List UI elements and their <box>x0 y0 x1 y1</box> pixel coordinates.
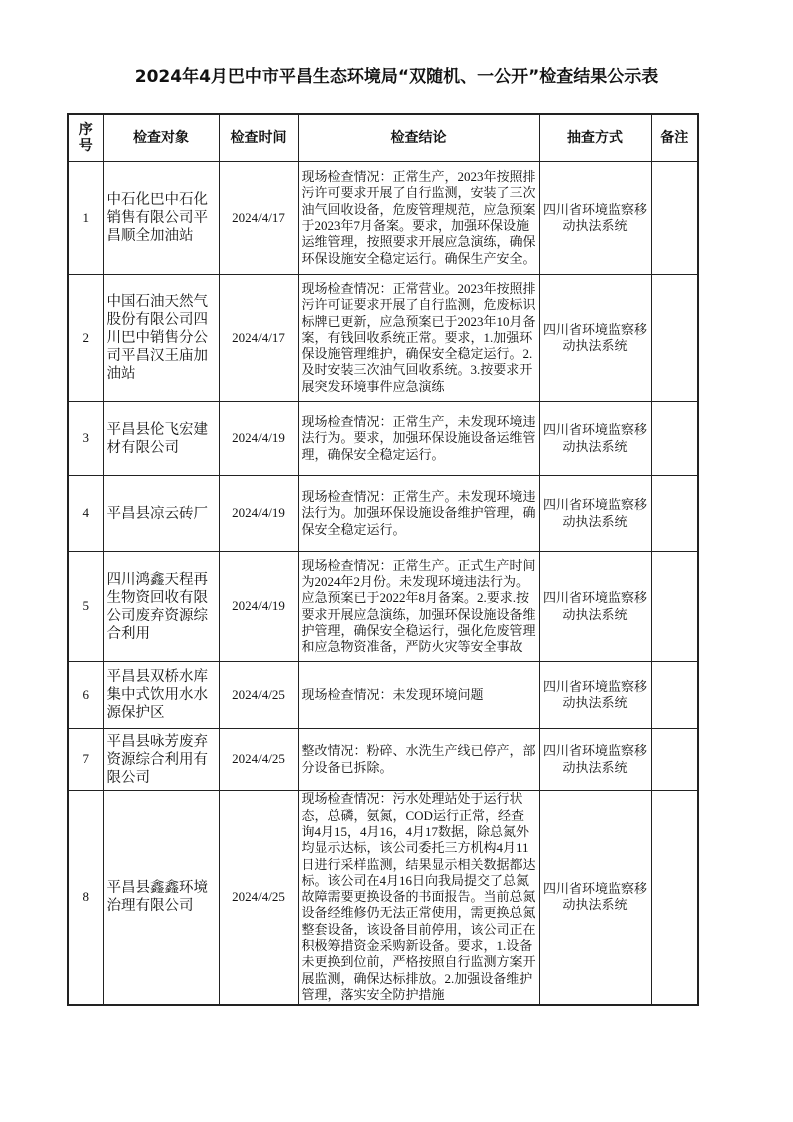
page-title: 2024年4月巴中市平昌生态环境局“双随机、一公开”检查结果公示表 <box>134 67 659 87</box>
inspection-conclusion-cell <box>298 791 539 1005</box>
row-number: 8 <box>82 889 89 905</box>
table-row <box>68 402 698 476</box>
inspection-conclusion-cell <box>298 552 539 662</box>
table-header-row <box>68 114 698 162</box>
inspection-method: 四川省环境监察移动执法系统 <box>542 590 647 622</box>
inspection-date-cell <box>219 729 298 791</box>
inspection-conclusion: 现场检查情况：正常生产。未发现环境违法行为。加强环保设施设备维护管理，确保安全稳定运行。 <box>301 489 536 537</box>
inspection-date-cell <box>219 662 298 729</box>
note-cell <box>651 275 698 402</box>
note-cell <box>651 162 698 275</box>
inspection-method: 四川省环境监察移动执法系统 <box>542 880 647 913</box>
inspection-conclusion-cell <box>298 662 539 729</box>
inspection-method-cell <box>539 791 651 1005</box>
header-target: 检查对象 <box>103 114 219 162</box>
inspection-date: 2024/4/17 <box>232 329 285 345</box>
inspection-target-cell <box>103 552 219 662</box>
inspection-method-cell <box>539 402 651 476</box>
inspection-target: 中国石油天然气股份有限公司四川巴中销售分公司平昌汉王庙加油站 <box>106 294 208 382</box>
inspection-date-cell <box>219 476 298 552</box>
row-number: 7 <box>82 751 89 767</box>
note-cell <box>651 552 698 662</box>
inspection-date-cell <box>219 552 298 662</box>
header-note: 备注 <box>651 114 698 162</box>
inspection-method: 四川省环境监察移动执法系统 <box>542 422 647 454</box>
header-conclusion: 检查结论 <box>298 114 539 162</box>
table-row <box>68 162 698 275</box>
table-row <box>68 476 698 552</box>
table-row <box>68 275 698 402</box>
row-number-cell <box>68 402 103 476</box>
inspection-conclusion: 整改情况：粉碎、水洗生产线已停产，部分设备已拆除。 <box>301 743 536 775</box>
row-number-cell <box>68 162 103 275</box>
inspection-date: 2024/4/25 <box>232 751 285 767</box>
table-row <box>68 791 698 1005</box>
inspection-method-cell <box>539 729 651 791</box>
note-cell <box>651 662 698 729</box>
inspection-target-cell <box>103 662 219 729</box>
row-number: 3 <box>82 430 89 446</box>
inspection-date: 2024/4/19 <box>232 505 285 521</box>
inspection-target: 平昌县凉云砖厂 <box>106 505 208 522</box>
row-number: 1 <box>82 209 89 225</box>
header-date: 检查时间 <box>219 114 298 162</box>
table-row <box>68 662 698 729</box>
inspection-target-cell <box>103 729 219 791</box>
inspection-target: 平昌县双桥水库集中式饮用水水源保护区 <box>106 669 208 721</box>
note-cell <box>651 402 698 476</box>
inspection-conclusion: 现场检查情况：未发现环境问题 <box>301 686 484 702</box>
inspection-target: 中石化巴中石化销售有限公司平昌顺全加油站 <box>106 192 208 244</box>
inspection-results-table <box>67 113 699 1006</box>
inspection-target: 四川鸿鑫天程再生物资回收有限公司废弃资源综合利用 <box>106 571 208 642</box>
inspection-conclusion-cell <box>298 402 539 476</box>
inspection-date: 2024/4/25 <box>232 686 285 702</box>
inspection-target-cell <box>103 476 219 552</box>
inspection-target: 平昌县伦飞宏建材有限公司 <box>106 421 208 456</box>
inspection-date: 2024/4/19 <box>232 598 285 614</box>
table-row <box>68 552 698 662</box>
note-cell <box>651 791 698 1005</box>
note-cell <box>651 476 698 552</box>
inspection-date-cell <box>219 791 298 1005</box>
row-number: 4 <box>82 505 89 521</box>
inspection-method-cell <box>539 275 651 402</box>
row-number-cell <box>68 476 103 552</box>
inspection-method: 四川省环境监察移动执法系统 <box>542 497 647 529</box>
row-number-cell <box>68 791 103 1005</box>
inspection-method-cell <box>539 552 651 662</box>
table-row <box>68 729 698 791</box>
inspection-date: 2024/4/19 <box>232 430 285 446</box>
inspection-conclusion-cell <box>298 729 539 791</box>
inspection-method-cell <box>539 162 651 275</box>
inspection-date: 2024/4/25 <box>232 889 285 905</box>
row-number-cell <box>68 275 103 402</box>
inspection-conclusion-cell <box>298 275 539 402</box>
inspection-method-cell <box>539 476 651 552</box>
inspection-target-cell <box>103 791 219 1005</box>
inspection-target-cell <box>103 402 219 476</box>
row-number: 5 <box>82 598 89 614</box>
inspection-method-cell <box>539 662 651 729</box>
header-no: 序号 <box>68 114 103 162</box>
row-number-cell <box>68 552 103 662</box>
inspection-date-cell <box>219 162 298 275</box>
inspection-target: 平昌县咏芳废弃资源综合利用有限公司 <box>106 733 208 786</box>
inspection-target-cell <box>103 162 219 275</box>
inspection-conclusion: 现场检查情况：正常生产，未发现环境违法行为。要求，加强环保设施设备运维管理，确保安全稳定运行。 <box>301 414 536 462</box>
inspection-method: 四川省环境监察移动执法系统 <box>542 321 647 353</box>
inspection-conclusion: 现场检查情况：正常生产，2023年按照排污许可要求开展了自行监测，安装了三次油气回收设备，危废管理规范，应急预案于2023年7月备案。要求，加强环保设施运维管理，按照要求开展应急演练，确保环保设施安全稳定运行。确保生产安全。 <box>301 169 536 266</box>
inspection-conclusion-cell <box>298 476 539 552</box>
inspection-method: 四川省环境监察移动执法系统 <box>542 201 647 233</box>
inspection-conclusion: 现场检查情况：正常营业。2023年按照排污许可证要求开展了自行监测，危废标识标牌已更新，应急预案已于2023年10月备案，有钱回收系统正常。要求，1.加强环保设施管理维护，确保安全稳定运行。2.及时安装三次油气回收系统。3.按要求开展突发环境事件应急演练 <box>301 280 536 394</box>
inspection-conclusion-cell <box>298 162 539 275</box>
header-method: 抽查方式 <box>539 114 651 162</box>
row-number: 6 <box>82 686 89 702</box>
inspection-method: 四川省环境监察移动执法系统 <box>542 743 647 775</box>
inspection-date-cell <box>219 275 298 402</box>
inspection-date: 2024/4/17 <box>232 209 285 225</box>
row-number: 2 <box>82 329 89 345</box>
inspection-conclusion: 现场检查情况：污水处理站处于运行状态，总磷，氨氮，COD运行正常，经查询4月15，4月16，4月17数据，除总氮外均显示达标，该公司委托三方机构4月11日进行采样监测，结果显示相关数据都达标。该公司在4月16日向我局提交了总氮故障需要更换设备的书面报告。当前总氮设备经维修仍无法正常使用，需更换总氮整套设备，该设备目前停用，该公司正在积极筹措资金采购新设备。要求，1.设备未更换到位前，严格按照自行监测方案开展监测，确保达标排放。2.加强设备维护管理，落实安全防护措施 <box>301 791 536 1002</box>
row-number-cell <box>68 662 103 729</box>
inspection-target-cell <box>103 275 219 402</box>
row-number-cell <box>68 729 103 791</box>
inspection-method: 四川省环境监察移动执法系统 <box>542 678 647 710</box>
inspection-target: 平昌县鑫鑫环境治理有限公司 <box>106 880 208 915</box>
note-cell <box>651 729 698 791</box>
inspection-conclusion: 现场检查情况：正常生产。正式生产时间为2024年2月份。未发现环境违法行为。应急预案已于2022年8月备案。2.要求.按要求开展应急演练，加强环保设施设备维护管理，确保安全稳运行，强化危废管理和应急物资准备，严防火灾等安全事故 <box>301 557 536 655</box>
inspection-date-cell <box>219 402 298 476</box>
